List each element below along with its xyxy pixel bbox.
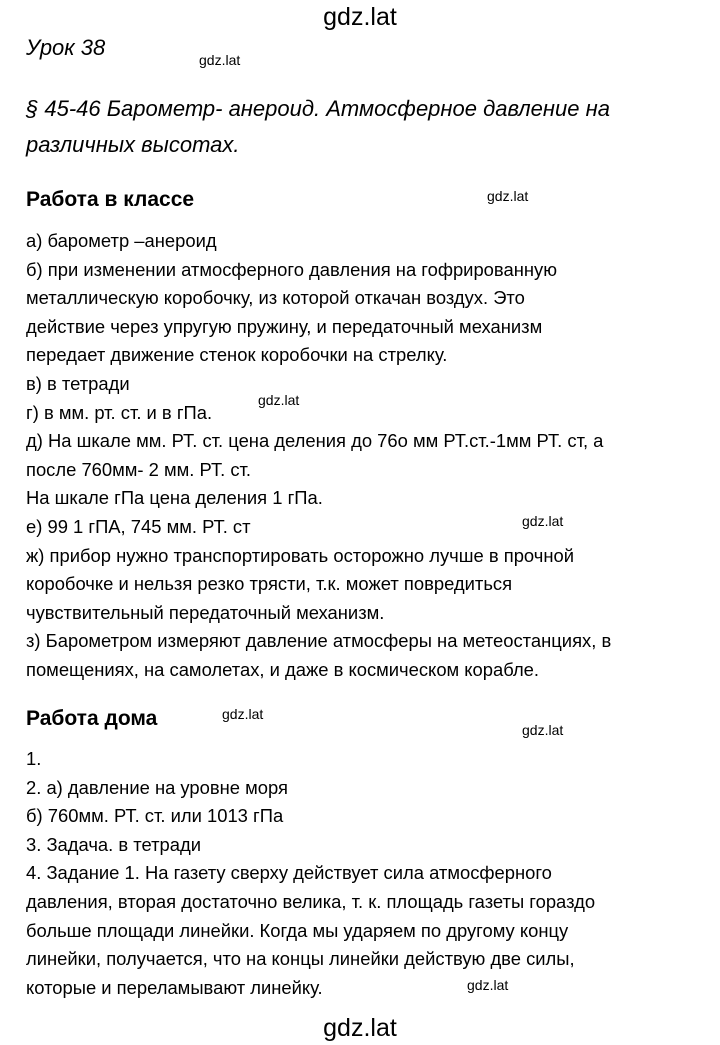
text-line: чувствительный передаточный механизм.: [26, 601, 385, 623]
lesson-title: Урок 38: [26, 35, 106, 60]
text-line: е) 99 1 гПА, 745 мм. РТ. ст: [26, 515, 251, 537]
text-line: после 760мм- 2 мм. РТ. ст.: [26, 458, 252, 480]
text-line: давления, вторая достаточно велика, т. к. площадь газеты гораздо: [26, 890, 596, 912]
watermark-bottom: gdz.lat: [323, 1014, 397, 1042]
text-line: линейки, получается, что на концы линейки действую две силы,: [26, 948, 575, 970]
watermark-small: gdz.lat: [222, 706, 264, 722]
text-line: г) в мм. рт. ст. и в гПа.: [26, 401, 213, 423]
topic-title: [26, 91, 706, 163]
watermark-small: gdz.lat: [199, 52, 241, 68]
text-line: больше площади линейки. Когда мы ударяем по другому концу: [26, 919, 569, 941]
topic-line: § 45-46 Барометр- анероид. Атмосферное давление на: [26, 96, 610, 121]
topic-line: различных высотах.: [26, 132, 240, 157]
watermark-small: gdz.lat: [522, 513, 564, 529]
text-line: 2. а) давление на уровне моря: [26, 776, 288, 798]
watermark-small: gdz.lat: [258, 392, 300, 408]
text-line: помещениях, на самолетах, и даже в космическом корабле.: [26, 658, 540, 680]
class-work-heading: Работа в классе: [26, 188, 195, 211]
text-line: передает движение стенок коробочки на стрелку.: [26, 344, 448, 366]
text-line: 4. Задание 1. На газету сверху действует сила атмосферного: [26, 862, 552, 884]
text-line: действие через упругую пружину, и передаточный механизм: [26, 315, 543, 337]
text-line: б) при изменении атмосферного давления на гофрированную: [26, 258, 558, 280]
text-line: которые и переламывают линейку.: [26, 976, 323, 998]
watermark-top: gdz.lat: [323, 3, 397, 31]
text-line: металлическую коробочку, из которой откачан воздух. Это: [26, 287, 525, 309]
text-line: б) 760мм. РТ. ст. или 1013 гПа: [26, 805, 284, 827]
text-line: На шкале гПа цена деления 1 гПа.: [26, 487, 323, 509]
text-line: ж) прибор нужно транспортировать осторожно лучше в прочной: [26, 544, 574, 566]
home-work-heading: Работа дома: [26, 707, 158, 730]
text-line: з) Барометром измеряют давление атмосферы на метеостанциях, в: [26, 630, 612, 652]
watermark-small: gdz.lat: [522, 722, 564, 738]
text-line: коробочке и нельзя резко трясти, т.к. может повредиться: [26, 573, 513, 595]
text-line: д) На шкале мм. РТ. ст. цена деления до 76о мм РТ.ст.-1мм РТ. ст, а: [26, 430, 604, 452]
class-work-text: [26, 227, 611, 685]
text-line: в) в тетради: [26, 372, 130, 394]
watermark-small: gdz.lat: [487, 188, 529, 204]
text-line: 1.: [26, 748, 42, 769]
watermark-small: gdz.lat: [467, 977, 509, 993]
text-line: а) барометр –анероид: [26, 230, 217, 251]
home-work-text: [26, 745, 595, 1002]
text-line: 3. Задача. в тетради: [26, 833, 201, 855]
